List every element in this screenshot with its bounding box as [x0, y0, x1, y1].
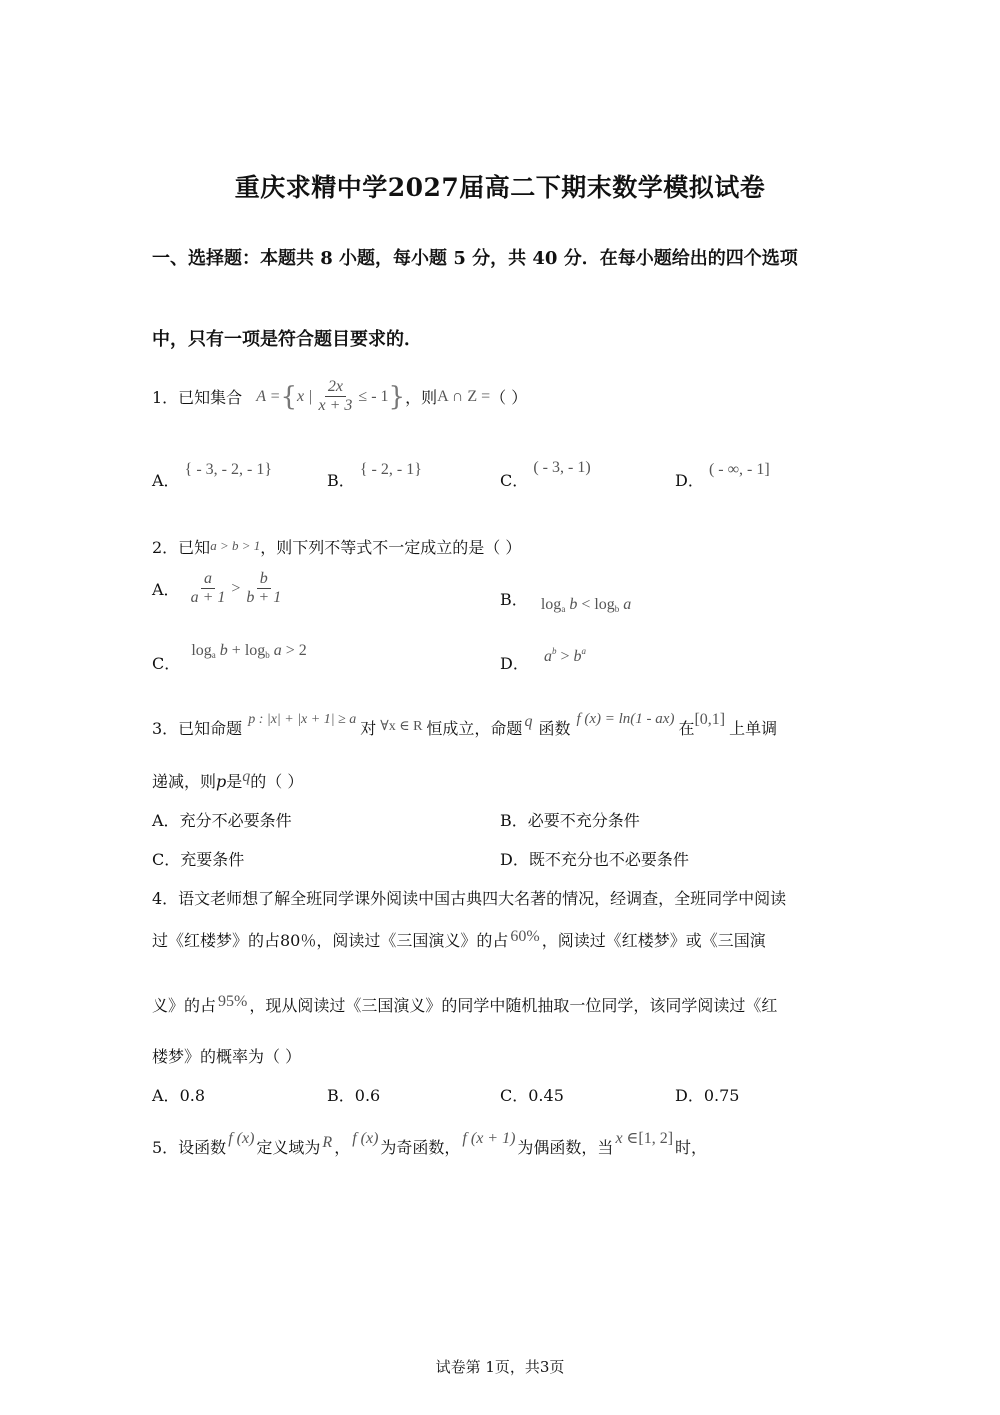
q3-zai: 在 [678, 719, 695, 738]
q1-mid: ，则 [405, 388, 438, 408]
greater-than-sign: > [231, 579, 241, 597]
option-label: D． [675, 471, 704, 490]
option-value: { - 2, - 1} [359, 461, 422, 478]
option-label: A． [152, 471, 180, 490]
q1-set-rhs: ≤ - 1 [358, 387, 389, 405]
q4-pct-60: 60% [510, 928, 540, 945]
q2-condition: a > b > 1 [210, 538, 261, 553]
q4-option-a [152, 1083, 205, 1106]
q3-forall: ∀x ∈ R [380, 719, 423, 734]
q5-f1: f (x) [228, 1130, 255, 1147]
q5-prefix: 5．设函数 [152, 1138, 227, 1157]
question-2 [152, 535, 521, 558]
q3-dui: 对 [360, 719, 377, 738]
question-4-line2 [152, 928, 766, 951]
question-3-line2 [152, 769, 303, 792]
q2-prefix: 2．已知 [152, 538, 211, 557]
option-label: A． [152, 1086, 180, 1105]
q1-set-x: x | [297, 387, 313, 405]
option-label: B． [327, 471, 355, 490]
q1-paren: （ ） [490, 388, 528, 408]
q1-option-c [500, 459, 591, 491]
q3-tail: 上单调 [729, 719, 778, 738]
q3-line2-p: p [216, 772, 227, 791]
q3-option-d [500, 847, 689, 870]
option-label: C． [500, 471, 529, 490]
q1-fraction [316, 378, 356, 416]
option-value: 0.6 [354, 1086, 381, 1105]
option-label: C． [152, 654, 181, 673]
q2-a-frac2 [243, 570, 284, 608]
q4-option-c [500, 1083, 564, 1106]
page-title: 重庆求精中学2027届高二下期末数学模拟试卷 [234, 173, 766, 202]
q3-option-a [152, 808, 292, 831]
right-brace-icon: } [388, 381, 406, 412]
option-label: B． [327, 1086, 355, 1105]
question-3-line1 [152, 711, 778, 739]
q3-line2-q: q [242, 768, 251, 785]
q3-f-expr: f (x) = ln(1 - ax) [576, 711, 675, 727]
option-value: 0.45 [528, 1086, 564, 1105]
q5-t2: 为奇函数， [380, 1138, 461, 1157]
option-value: 充分不必要条件 [179, 811, 292, 830]
option-value: { - 3, - 2, - 1} [184, 461, 272, 478]
q3-line2-c: 的（ ） [250, 772, 304, 791]
q5-f2: f (x) [352, 1130, 379, 1147]
left-brace-icon: { [280, 381, 298, 412]
frac-num: a [201, 570, 215, 589]
frac-den: a + 1 [190, 589, 226, 607]
q2-option-b [500, 587, 632, 614]
option-label: A． [152, 811, 180, 830]
q5-t4: 时， [675, 1138, 708, 1157]
q2-option-d [500, 646, 586, 674]
q1-set-lhs: A = [256, 387, 281, 405]
option-value: ( - 3, - 1) [533, 459, 591, 476]
section-heading-line2: 中，只有一项是符合题目要求的． [152, 329, 422, 350]
q3-line2-a: 递减，则 [152, 772, 217, 791]
q4-line3-a: 义》的占 [152, 996, 217, 1015]
question-1 [152, 378, 527, 416]
q2-a-frac1 [188, 570, 229, 608]
q3-option-b [500, 808, 640, 831]
question-5 [152, 1130, 708, 1158]
option-label: B． [500, 590, 528, 609]
option-label: B． [500, 811, 528, 830]
q2-d-expr: $a^b > b^a$ [543, 646, 586, 665]
option-value: 必要不充分条件 [527, 811, 640, 830]
q3-p-expr: p : |x| + |x + 1| ≥ a [248, 712, 357, 727]
frac-den: b + 1 [246, 589, 282, 607]
q5-t3: 为偶函数，当 [517, 1138, 614, 1157]
option-value: 既不充分也不必要条件 [528, 850, 689, 869]
q3-line2-b: 是 [226, 772, 243, 791]
option-label: D． [500, 654, 529, 673]
q3-q: q [524, 713, 533, 730]
q2-c-expr: $\log_a b + \log_b a > 2$ [191, 642, 307, 660]
q3-mid: 恒成立，命题 [426, 719, 523, 738]
question-4-line1: 4．语文老师想了解全班同学课外阅读中国古典四大名著的情况，经调查，全班同学中阅读 [152, 889, 787, 908]
q1-option-d [675, 461, 770, 491]
q5-f3: f (x + 1) [462, 1130, 516, 1147]
q3-interval: [0,1] [694, 711, 726, 728]
q1-expr: A ∩ Z = [437, 387, 491, 405]
q5-comma: ， [334, 1138, 351, 1157]
q1-frac-den: x + 3 [318, 397, 353, 415]
q5-t1: 定义域为 [256, 1138, 321, 1157]
option-label: A． [152, 580, 180, 600]
question-4-line3 [152, 993, 777, 1016]
frac-num: b [257, 570, 271, 589]
q2-option-a [152, 570, 287, 608]
question-4-line4: 楼梦》的概率为（ ） [152, 1047, 302, 1066]
option-value: 0.8 [179, 1086, 206, 1105]
q2-b-expr: $\log_a b < \log_b a$ [540, 596, 632, 614]
q3-prefix: 3．已知命题 [152, 719, 243, 738]
section-heading-line1: 一、选择题：本题共 8 小题，每小题 5 分，共 40 分．在每小题给出的四个选项 [152, 248, 798, 269]
q5-R: R [322, 1134, 333, 1151]
q4-line2-b: ，阅读过《红楼梦》或《三国演 [541, 931, 766, 950]
option-label: C． [500, 1086, 529, 1105]
q4-line3-b: ，现从阅读过《三国演义》的同学中随机抽取一位同学，该同学阅读过《红 [249, 996, 778, 1015]
q4-option-d [675, 1083, 739, 1106]
page-footer: 试卷第 1页，共3页 [435, 1358, 565, 1376]
q1-prefix: 1．已知集合 [152, 388, 243, 408]
option-value: ( - ∞, - 1] [708, 461, 770, 478]
option-value: 0.75 [703, 1086, 740, 1105]
option-label: C． [152, 850, 181, 869]
q2-suffix: ，则下列不等式不一定成立的是（ ） [260, 538, 522, 557]
option-value: 充要条件 [180, 850, 245, 869]
q5-interval: [1, 2] [638, 1130, 674, 1147]
q4-pct-95: 95% [218, 993, 248, 1010]
q4-line2-a: 过《红楼梦》的占80％，阅读过《三国演义》的占 [152, 931, 509, 950]
q3-hanshu: 函数 [538, 719, 571, 738]
option-label: D． [500, 850, 529, 869]
q5-xin: x ∈ [615, 1130, 639, 1147]
q1-option-a [152, 461, 272, 491]
q3-option-c [152, 847, 244, 870]
q4-option-b [327, 1083, 380, 1106]
q2-option-c [152, 642, 307, 674]
q1-frac-num: 2x [325, 378, 346, 397]
option-label: D． [675, 1086, 704, 1105]
q1-option-b [327, 461, 422, 491]
